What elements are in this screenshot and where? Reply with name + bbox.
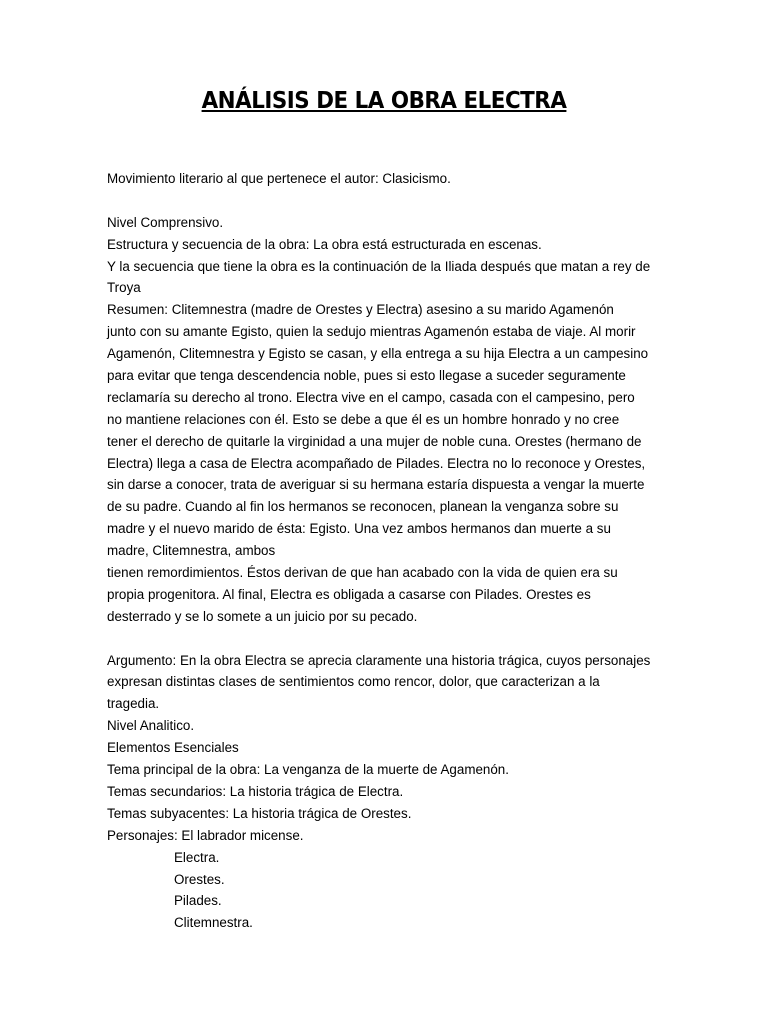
document-title: ANÁLISIS DE LA OBRA ELECTRA (201, 88, 567, 114)
character-list-item: Clitemnestra. (174, 915, 253, 931)
character-list-item: Electra. (174, 849, 220, 865)
text-line: tener el derecho de quitarle la virginidad a una mujer de noble cuna. Orestes (hermano de (107, 433, 642, 449)
character-list-item: Orestes. (174, 871, 225, 887)
text-line: Estructura y secuencia de la obra: La obra está estructurada en escenas. (107, 236, 542, 252)
text-line: madre y el nuevo marido de ésta: Egisto. Una vez ambos hermanos dan muerte a su (107, 521, 611, 537)
text-line: Temas subyacentes: La historia trágica de Orestes. (107, 805, 412, 821)
text-line: Tema principal de la obra: La venganza de la muerte de Agamenón. (107, 762, 509, 778)
text-line: expresan distintas clases de sentimientos como rencor, dolor, que caracterizan a la (107, 674, 600, 690)
text-line: Nivel Comprensivo. (107, 214, 224, 230)
text-line: para evitar que tenga descendencia noble, pues si esto llegase a suceder seguramente (107, 368, 626, 384)
blank-line (107, 628, 667, 650)
text-line: Movimiento literario al que pertenece el autor: Clasicismo. (107, 171, 451, 186)
text-line: junto con su amante Egisto, quien la sedujo mientras Agamenón estaba de viaje. Al morir (107, 324, 636, 340)
text-line: desterrado y se lo somete a un juicio por su pecado. (107, 608, 418, 624)
text-line: madre, Clitemnestra, ambos (107, 543, 276, 559)
text-line: Nivel Analitico. (107, 718, 195, 734)
text-line: Temas secundarios: La historia trágica de Electra. (107, 783, 404, 799)
text-line: sin darse a conocer, trata de averiguar si su hermana estaría dispuesta a vengar la muerte (107, 477, 645, 493)
text-line: Argumento: En la obra Electra se aprecia claramente una historia trágica, cuyos personajes (107, 652, 651, 668)
blank-line (107, 190, 667, 212)
text-line: Agamenón, Clitemnestra y Egisto se casan, y ella entrega a su hija Electra a un campesino (107, 346, 649, 362)
text-line: Electra) llega a casa de Electra acompañado de Pilades. Electra no lo reconoce y Orestes, (107, 455, 646, 471)
text-line: Resumen: Clitemnestra (madre de Orestes y Electra) asesino a su marido Agamenón (107, 302, 614, 318)
text-line: propia progenitora. Al final, Electra es obligada a casarse con Pilades. Orestes es (107, 586, 591, 602)
text-line: no mantiene relaciones con él. Esto se debe a que él es un hombre honrado y no cree (107, 411, 620, 427)
text-line: Personajes: El labrador micense. (107, 827, 304, 843)
text-line: Troya (107, 280, 141, 296)
text-line: tragedia. (107, 696, 160, 712)
text-line: reclamaría su derecho al trono. Electra vive en el campo, casada con el campesino, pero (107, 389, 635, 405)
text-line: de su padre. Cuando al fin los hermanos se reconocen, planean la venganza sobre su (107, 499, 619, 515)
text-line: tienen remordimientos. Éstos derivan de que han acabado con la vida de quien era su (107, 565, 618, 581)
text-line: Elementos Esenciales (107, 740, 239, 756)
character-list-item: Pilades. (174, 893, 222, 909)
text-line: Y la secuencia que tiene la obra es la continuación de la Iliada después que matan a rey de (107, 258, 651, 274)
document-body (107, 168, 667, 934)
